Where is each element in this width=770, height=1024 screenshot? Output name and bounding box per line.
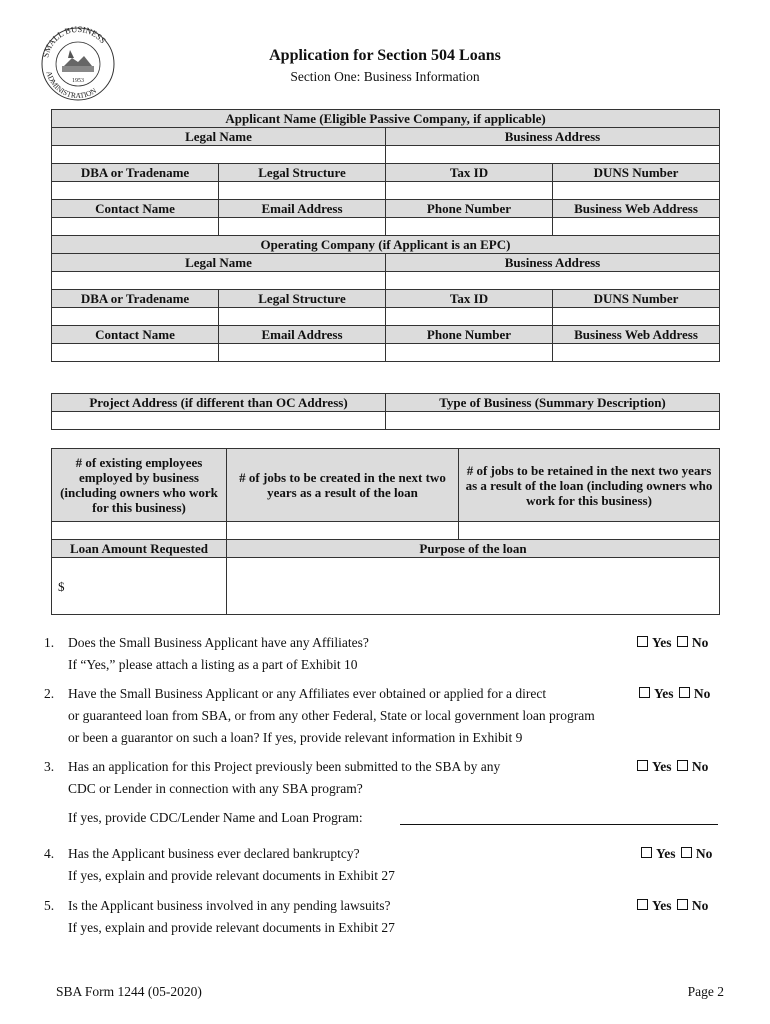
jobs-created-field[interactable]	[227, 522, 459, 540]
yes-label: Yes	[656, 846, 676, 861]
q2-yes-checkbox[interactable]	[639, 687, 650, 698]
svg-text:SMALL BUSINESS: SMALL BUSINESS	[40, 23, 109, 59]
applicant-duns-field[interactable]	[553, 182, 720, 200]
jobs-loan-table	[51, 448, 720, 615]
business-info-table	[51, 109, 720, 362]
applicant-tax-id-field[interactable]	[386, 182, 553, 200]
q2-yes-no	[639, 686, 710, 702]
question-text: or been a guarantor on such a loan? If yes, provide relevant information in Exhibit 9	[68, 730, 523, 745]
loan-purpose-field[interactable]	[227, 558, 720, 615]
applicant-legal-structure-label: Legal Structure	[219, 164, 386, 182]
yes-label: Yes	[654, 686, 674, 701]
applicant-tax-id-label: Tax ID	[386, 164, 553, 182]
svg-text:1953: 1953	[72, 78, 84, 84]
operating-email-label: Email Address	[219, 326, 386, 344]
q2-no-checkbox[interactable]	[679, 687, 690, 698]
business-type-field[interactable]	[386, 412, 720, 430]
operating-tax-id-label: Tax ID	[386, 290, 553, 308]
question-text: If yes, provide CDC/Lender Name and Loan Program:	[68, 810, 363, 825]
jobs-retained-field[interactable]	[459, 522, 720, 540]
operating-section-header: Operating Company (if Applicant is an EPC)	[52, 236, 720, 254]
operating-business-address-field[interactable]	[386, 272, 720, 290]
question-number: 5.	[44, 898, 55, 913]
applicant-web-field[interactable]	[553, 218, 720, 236]
operating-phone-label: Phone Number	[386, 326, 553, 344]
yes-label: Yes	[652, 898, 672, 913]
yes-label: Yes	[652, 759, 672, 774]
question-number: 3.	[44, 759, 55, 774]
applicant-contact-name-label: Contact Name	[52, 200, 219, 218]
applicant-web-label: Business Web Address	[553, 200, 720, 218]
question-text: Is the Applicant business involved in any pending lawsuits?	[68, 898, 391, 913]
q3-yes-no	[637, 759, 708, 775]
jobs-created-label: # of jobs to be created in the next two years as a result of the loan	[227, 449, 459, 522]
operating-tax-id-field[interactable]	[386, 308, 553, 326]
operating-contact-name-field[interactable]	[52, 344, 219, 362]
applicant-duns-label: DUNS Number	[553, 164, 720, 182]
operating-duns-label: DUNS Number	[553, 290, 720, 308]
q3-yes-checkbox[interactable]	[637, 760, 648, 771]
business-type-label: Type of Business (Summary Description)	[386, 394, 720, 412]
operating-contact-name-label: Contact Name	[52, 326, 219, 344]
page-title: Application for Section 504 Loans	[269, 47, 501, 64]
applicant-legal-name-label: Legal Name	[52, 128, 386, 146]
applicant-legal-structure-field[interactable]	[219, 182, 386, 200]
applicant-legal-name-field[interactable]	[52, 146, 386, 164]
question-number: 4.	[44, 846, 55, 861]
loan-amount-label: Loan Amount Requested	[52, 540, 227, 558]
applicant-email-label: Email Address	[219, 200, 386, 218]
question-text: Does the Small Business Applicant have any Affiliates?	[68, 635, 369, 650]
existing-employees-field[interactable]	[52, 522, 227, 540]
yes-label: Yes	[652, 635, 672, 650]
no-label: No	[691, 898, 709, 913]
applicant-phone-label: Phone Number	[386, 200, 553, 218]
applicant-email-field[interactable]	[219, 218, 386, 236]
operating-duns-field[interactable]	[553, 308, 720, 326]
q5-yes-no	[637, 898, 708, 914]
q1-no-checkbox[interactable]	[677, 636, 688, 647]
q4-no-checkbox[interactable]	[681, 847, 692, 858]
no-label: No	[693, 686, 711, 701]
existing-employees-label: # of existing employees employed by business (including owners who work for this business)	[52, 449, 227, 522]
cdc-lender-name-field[interactable]	[400, 824, 718, 825]
question-text: Has the Applicant business ever declared bankruptcy?	[68, 846, 360, 861]
operating-phone-field[interactable]	[386, 344, 553, 362]
page-subtitle: Section One: Business Information	[290, 69, 480, 84]
operating-dba-field[interactable]	[52, 308, 219, 326]
no-label: No	[691, 635, 709, 650]
operating-web-label: Business Web Address	[553, 326, 720, 344]
operating-legal-name-label: Legal Name	[52, 254, 386, 272]
operating-business-address-label: Business Address	[386, 254, 720, 272]
question-text: Has an application for this Project previously been submitted to the SBA by any	[68, 759, 501, 774]
operating-legal-structure-field[interactable]	[219, 308, 386, 326]
q1-yes-no	[637, 635, 708, 651]
question-text: If “Yes,” please attach a listing as a part of Exhibit 10	[68, 657, 358, 672]
project-table	[51, 393, 720, 430]
applicant-contact-name-field[interactable]	[52, 218, 219, 236]
svg-text:ADMINISTRATION: ADMINISTRATION	[44, 70, 98, 101]
q5-yes-checkbox[interactable]	[637, 899, 648, 910]
page-number: Page 2	[687, 984, 724, 999]
q3-no-checkbox[interactable]	[677, 760, 688, 771]
dollar-sign: $	[58, 578, 65, 594]
applicant-section-header: Applicant Name (Eligible Passive Company, if applicable)	[52, 110, 720, 128]
project-address-label: Project Address (if different than OC Address)	[52, 394, 386, 412]
applicant-business-address-label: Business Address	[386, 128, 720, 146]
question-number: 1.	[44, 635, 55, 650]
loan-amount-field[interactable]	[52, 558, 227, 615]
q5-no-checkbox[interactable]	[677, 899, 688, 910]
q4-yes-checkbox[interactable]	[641, 847, 652, 858]
applicant-dba-field[interactable]	[52, 182, 219, 200]
operating-legal-structure-label: Legal Structure	[219, 290, 386, 308]
operating-web-field[interactable]	[553, 344, 720, 362]
question-text: CDC or Lender in connection with any SBA program?	[68, 781, 363, 796]
question-text: If yes, explain and provide relevant documents in Exhibit 27	[68, 868, 395, 883]
q1-yes-checkbox[interactable]	[637, 636, 648, 647]
question-text: Have the Small Business Applicant or any Affiliates ever obtained or applied for a direct	[68, 686, 547, 701]
applicant-business-address-field[interactable]	[386, 146, 720, 164]
applicant-phone-field[interactable]	[386, 218, 553, 236]
applicant-dba-label: DBA or Tradename	[52, 164, 219, 182]
operating-legal-name-field[interactable]	[52, 272, 386, 290]
jobs-retained-label: # of jobs to be retained in the next two years as a result of the loan (including owners who work for this business)	[459, 449, 720, 522]
no-label: No	[691, 759, 709, 774]
no-label: No	[695, 846, 713, 861]
question-number: 2.	[44, 686, 55, 701]
q4-yes-no	[641, 846, 712, 862]
question-text: or guaranteed loan from SBA, or from any other Federal, State or local government loan program	[68, 708, 595, 723]
form-number: SBA Form 1244 (05-2020)	[56, 984, 202, 999]
operating-dba-label: DBA or Tradename	[52, 290, 219, 308]
loan-purpose-label: Purpose of the loan	[227, 540, 720, 558]
operating-email-field[interactable]	[219, 344, 386, 362]
project-address-field[interactable]	[52, 412, 386, 430]
question-text: If yes, explain and provide relevant documents in Exhibit 27	[68, 920, 395, 935]
